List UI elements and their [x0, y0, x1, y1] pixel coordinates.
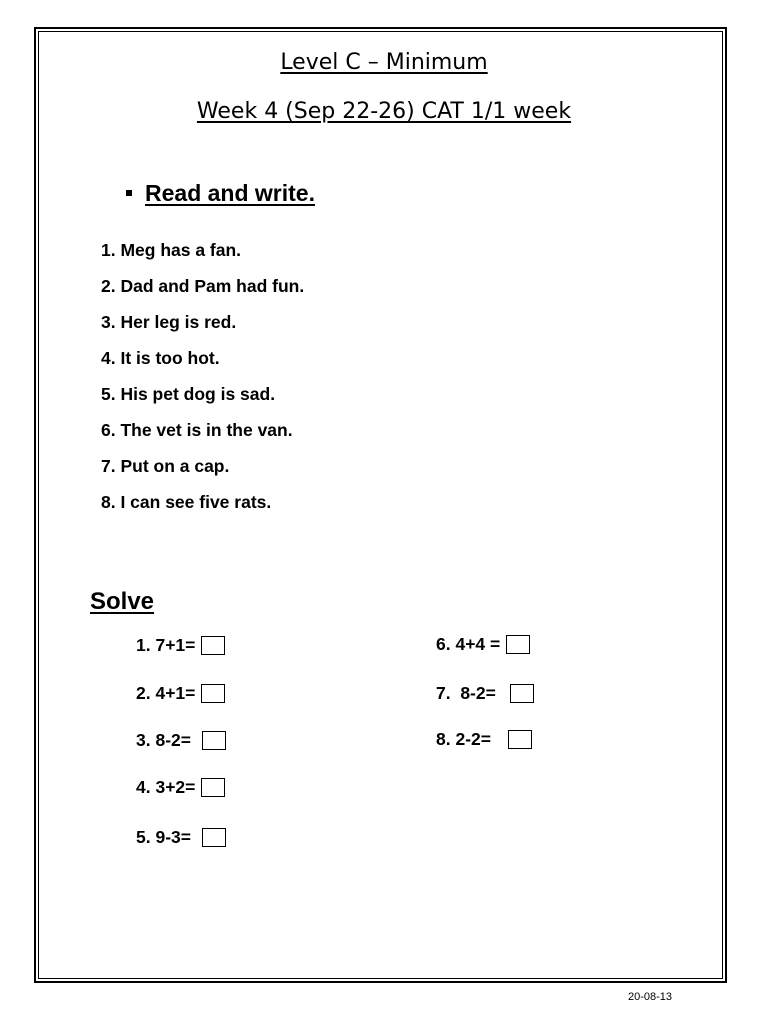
answer-box[interactable] [508, 730, 532, 749]
list-item: 6. The vet is in the van. [101, 420, 293, 440]
math-problem-5 [136, 827, 226, 848]
math-problem-4 [136, 777, 225, 798]
list-item: 3. Her leg is red. [101, 312, 237, 332]
math-problem-8 [436, 729, 532, 750]
footer-date: 20-08-13 [628, 991, 673, 1003]
list-item: 8. I can see five rats. [101, 492, 272, 512]
problem-text: 7. 8-2= [436, 683, 496, 703]
math-problem-3 [136, 730, 226, 751]
read-write-heading [126, 180, 315, 207]
answer-box[interactable] [202, 828, 226, 847]
answer-box[interactable] [506, 635, 530, 654]
problem-text: 8. 2-2= [436, 729, 491, 749]
worksheet-subtitle: Week 4 (Sep 22-26) CAT 1/1 week [196, 99, 572, 124]
worksheet-title: Level C – Minimum [280, 50, 488, 75]
list-item: 2. Dad and Pam had fun. [101, 276, 305, 296]
read-write-heading-label: Read and write. [145, 180, 315, 206]
answer-box[interactable] [202, 731, 226, 750]
list-item: 5. His pet dog is sad. [101, 384, 276, 404]
sentence-list [101, 240, 304, 528]
square-bullet-icon [126, 190, 132, 196]
problem-text: 6. 4+4 = [436, 634, 501, 654]
list-item: 4. It is too hot. [101, 348, 220, 368]
math-problem-1 [136, 635, 225, 656]
list-item: 7. Put on a cap. [101, 456, 230, 476]
problem-text: 3. 8-2= [136, 730, 191, 750]
answer-box[interactable] [510, 684, 534, 703]
answer-box[interactable] [201, 778, 225, 797]
math-problem-7 [436, 683, 534, 704]
problem-text: 2. 4+1= [136, 683, 196, 703]
answer-box[interactable] [201, 684, 225, 703]
problem-text: 5. 9-3= [136, 827, 191, 847]
answer-box[interactable] [201, 636, 225, 655]
problem-text: 4. 3+2= [136, 777, 196, 797]
problem-text: 1. 7+1= [136, 635, 196, 655]
list-item: 1. Meg has a fan. [101, 240, 242, 260]
math-problem-2 [136, 683, 225, 704]
math-problem-6 [436, 634, 530, 655]
solve-heading: Solve [90, 588, 155, 615]
